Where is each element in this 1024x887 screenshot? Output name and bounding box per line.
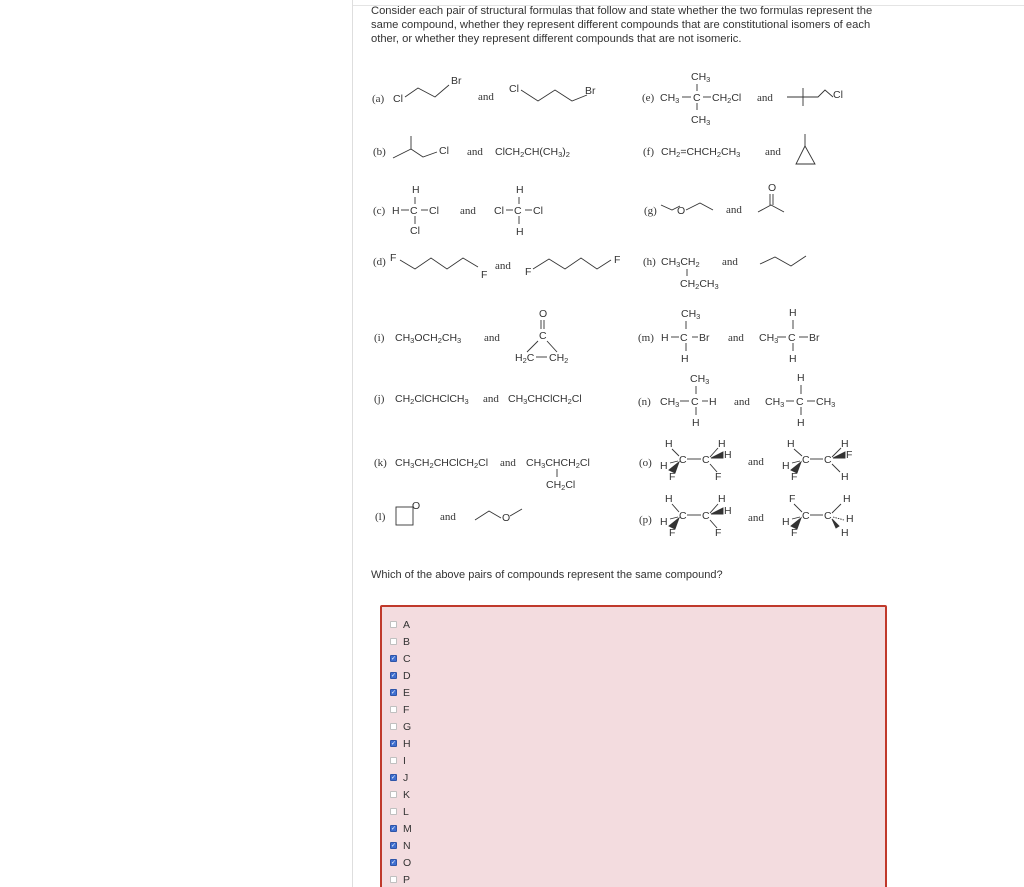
svg-text:and: and — [722, 256, 738, 268]
svg-text:H: H — [661, 332, 669, 344]
option-label: J — [403, 771, 409, 784]
option-f[interactable] — [390, 701, 409, 718]
svg-text:C: C — [691, 396, 699, 408]
svg-text:CH3: CH3 — [691, 71, 711, 84]
svg-text:Cl: Cl — [393, 93, 403, 105]
label-l: (l) — [375, 511, 386, 523]
option-label: N — [403, 839, 411, 852]
svg-text:CH2Cl: CH2Cl — [546, 479, 576, 492]
label-o: (o) — [639, 457, 652, 469]
pair-i — [374, 308, 568, 365]
svg-text:and: and — [440, 511, 456, 523]
svg-text:CH3: CH3 — [681, 308, 701, 321]
svg-text:O: O — [768, 182, 777, 194]
pair-b — [373, 136, 570, 159]
svg-text:C: C — [824, 510, 832, 522]
option-label: B — [403, 635, 411, 648]
option-checkbox[interactable] — [390, 723, 397, 730]
pair-h — [643, 256, 806, 291]
svg-text:and: and — [726, 204, 742, 216]
option-n[interactable] — [390, 837, 411, 854]
svg-text:H: H — [841, 471, 849, 483]
label-a: (a) — [372, 93, 385, 105]
svg-text:F: F — [846, 449, 853, 461]
option-j[interactable] — [390, 769, 408, 786]
option-checkbox[interactable] — [390, 791, 397, 798]
label-p: (p) — [639, 514, 652, 526]
option-checkbox[interactable] — [390, 825, 397, 832]
svg-text:H: H — [789, 307, 797, 319]
svg-text:Br: Br — [585, 85, 596, 97]
svg-text:F: F — [791, 527, 798, 539]
pair-g — [644, 182, 784, 217]
label-k: (k) — [374, 457, 387, 469]
svg-text:H: H — [660, 460, 668, 472]
svg-text:CH3CH2: CH3CH2 — [661, 256, 700, 269]
option-label: O — [403, 856, 412, 869]
option-o[interactable] — [390, 854, 411, 871]
svg-text:H: H — [841, 438, 849, 450]
svg-text:O: O — [539, 308, 548, 320]
svg-text:CH2=CHCH2CH3: CH2=CHCH2CH3 — [661, 146, 741, 159]
answer-options — [380, 605, 887, 887]
option-label: D — [403, 669, 411, 682]
pair-o — [639, 438, 852, 483]
svg-text:Cl: Cl — [494, 205, 504, 217]
svg-text:F: F — [614, 254, 621, 266]
svg-text:CH3: CH3 — [816, 396, 836, 409]
svg-text:and: and — [467, 146, 483, 158]
svg-text:and: and — [734, 396, 750, 408]
svg-text:CH3CH2CHClCH2Cl: CH3CH2CHClCH2Cl — [395, 457, 489, 470]
option-checkbox[interactable] — [390, 740, 397, 747]
label-h: (h) — [643, 256, 656, 268]
svg-text:C: C — [693, 92, 701, 104]
svg-text:CH3: CH3 — [660, 92, 680, 105]
svg-text:CH2: CH2 — [549, 352, 569, 365]
option-label: A — [403, 618, 411, 631]
svg-text:F: F — [715, 527, 722, 539]
svg-text:H: H — [665, 438, 673, 450]
svg-text:CH2ClCHClCH3: CH2ClCHClCH3 — [395, 393, 469, 406]
svg-text:and: and — [757, 92, 773, 104]
pair-l — [375, 500, 522, 525]
svg-text:C: C — [824, 454, 832, 466]
option-label: E — [403, 686, 411, 699]
svg-text:H: H — [412, 184, 420, 196]
svg-text:and: and — [728, 332, 744, 344]
svg-text:Br: Br — [809, 332, 820, 344]
svg-text:H2C: H2C — [515, 352, 535, 365]
svg-text:C: C — [679, 510, 687, 522]
pair-a — [372, 75, 596, 105]
pair-d — [373, 252, 620, 281]
svg-text:H: H — [392, 205, 400, 217]
svg-text:CH3CHCH2Cl: CH3CHCH2Cl — [526, 457, 590, 470]
svg-text:F: F — [390, 252, 397, 264]
label-c: (c) — [373, 205, 386, 217]
label-d: (d) — [373, 256, 386, 268]
svg-text:H: H — [789, 353, 797, 365]
svg-text:CH3: CH3 — [759, 332, 779, 345]
svg-text:and: and — [765, 146, 781, 158]
option-label: L — [403, 805, 409, 818]
question-prompt: Which of the above pairs of compounds represent the same compound? — [371, 569, 723, 581]
svg-text:Cl: Cl — [429, 205, 439, 217]
svg-text:Cl: Cl — [410, 225, 420, 237]
option-checkbox[interactable] — [390, 689, 397, 696]
option-label: H — [403, 737, 411, 750]
svg-text:C: C — [680, 332, 688, 344]
svg-text:F: F — [715, 471, 722, 483]
question-text: Consider each pair of structural formulas that follow and state whether the two formulas represent the same compound, whether they represent different compounds that are constitutional isomers of each other, or whether they represent different compounds that are not isomeric. — [371, 5, 873, 45]
svg-text:CH2Cl: CH2Cl — [712, 92, 742, 105]
svg-text:O: O — [502, 512, 511, 524]
svg-text:and: and — [483, 393, 499, 405]
option-h[interactable] — [390, 735, 411, 752]
option-label: M — [403, 822, 412, 835]
svg-text:F: F — [525, 266, 532, 278]
svg-text:and: and — [478, 91, 494, 103]
svg-text:F: F — [669, 527, 676, 539]
svg-text:CH2CH3: CH2CH3 — [680, 278, 719, 291]
svg-text:H: H — [692, 417, 700, 429]
option-d[interactable] — [390, 667, 411, 684]
option-checkbox[interactable] — [390, 638, 397, 645]
option-checkbox[interactable] — [390, 672, 397, 679]
option-checkbox[interactable] — [390, 859, 397, 866]
label-b: (b) — [373, 146, 386, 158]
label-g: (g) — [644, 205, 657, 217]
svg-text:C: C — [410, 205, 418, 217]
svg-text:C: C — [702, 454, 710, 466]
svg-text:and: and — [748, 456, 764, 468]
pair-n — [638, 372, 835, 429]
option-p[interactable] — [390, 871, 410, 887]
svg-text:H: H — [724, 449, 732, 461]
option-i[interactable] — [390, 752, 406, 769]
option-l[interactable] — [390, 803, 409, 820]
svg-text:H: H — [841, 527, 849, 539]
svg-text:H: H — [846, 513, 854, 525]
svg-text:H: H — [782, 516, 790, 528]
svg-text:H: H — [718, 438, 726, 450]
svg-text:and: and — [495, 260, 511, 272]
pair-p — [639, 493, 854, 539]
svg-text:Cl: Cl — [509, 83, 519, 95]
svg-text:C: C — [702, 510, 710, 522]
svg-text:H: H — [724, 505, 732, 517]
option-label: F — [403, 703, 410, 716]
svg-text:Cl: Cl — [533, 205, 543, 217]
pair-j — [374, 393, 582, 406]
svg-text:H: H — [516, 226, 524, 238]
option-label: C — [403, 652, 411, 665]
svg-text:CH3: CH3 — [690, 373, 710, 386]
svg-text:H: H — [660, 516, 668, 528]
svg-text:F: F — [669, 471, 676, 483]
option-checkbox[interactable] — [390, 876, 397, 883]
option-label: G — [403, 720, 412, 733]
svg-text:ClCH2CH(CH3)2: ClCH2CH(CH3)2 — [495, 146, 570, 159]
svg-text:H: H — [797, 417, 805, 429]
svg-text:F: F — [791, 471, 798, 483]
svg-text:H: H — [718, 493, 726, 505]
option-k[interactable] — [390, 786, 410, 803]
svg-text:and: and — [748, 512, 764, 524]
svg-text:Cl: Cl — [833, 89, 843, 101]
option-checkbox[interactable] — [390, 774, 397, 781]
svg-text:H: H — [665, 493, 673, 505]
label-f: (f) — [643, 146, 654, 158]
option-checkbox[interactable] — [390, 842, 397, 849]
option-label: P — [403, 873, 411, 886]
svg-text:CH3CHClCH2Cl: CH3CHClCH2Cl — [508, 393, 582, 406]
label-n: (n) — [638, 396, 651, 408]
option-c[interactable] — [390, 650, 411, 667]
option-g[interactable] — [390, 718, 411, 735]
option-checkbox[interactable] — [390, 706, 397, 713]
svg-text:Br: Br — [451, 75, 462, 87]
option-checkbox[interactable] — [390, 655, 397, 662]
svg-text:O: O — [677, 205, 686, 217]
svg-text:C: C — [514, 205, 522, 217]
option-label: I — [403, 754, 406, 767]
svg-text:H: H — [787, 438, 795, 450]
pair-k — [374, 457, 590, 492]
left-divider — [352, 0, 353, 887]
option-b[interactable] — [390, 633, 410, 650]
label-e: (e) — [642, 92, 655, 104]
svg-text:CH3: CH3 — [660, 396, 680, 409]
svg-text:H: H — [516, 184, 524, 196]
label-j: (j) — [374, 393, 385, 405]
pair-e — [642, 71, 843, 127]
option-checkbox[interactable] — [390, 757, 397, 764]
option-a[interactable] — [390, 616, 410, 633]
svg-text:C: C — [796, 396, 804, 408]
option-e[interactable] — [390, 684, 410, 701]
svg-text:F: F — [481, 269, 488, 281]
svg-text:C: C — [802, 510, 810, 522]
svg-text:CH3OCH2CH3: CH3OCH2CH3 — [395, 332, 462, 345]
svg-text:and: and — [484, 332, 500, 344]
svg-text:and: and — [460, 205, 476, 217]
option-m[interactable] — [390, 820, 412, 837]
svg-text:O: O — [412, 500, 421, 512]
svg-text:Br: Br — [699, 332, 710, 344]
option-checkbox[interactable] — [390, 621, 397, 628]
svg-text:F: F — [789, 493, 796, 505]
svg-text:C: C — [539, 330, 547, 342]
svg-text:C: C — [788, 332, 796, 344]
structures-figure — [363, 60, 871, 578]
svg-text:C: C — [802, 454, 810, 466]
label-i: (i) — [374, 332, 385, 344]
svg-text:CH3: CH3 — [691, 114, 711, 127]
pair-m — [638, 307, 820, 365]
svg-text:and: and — [500, 457, 516, 469]
svg-text:H: H — [797, 372, 805, 384]
label-m: (m) — [638, 332, 654, 344]
svg-text:H: H — [782, 460, 790, 472]
svg-text:H: H — [843, 493, 851, 505]
option-label: K — [403, 788, 411, 801]
svg-text:H: H — [709, 396, 717, 408]
svg-text:H: H — [681, 353, 689, 365]
option-checkbox[interactable] — [390, 808, 397, 815]
pair-f — [643, 134, 815, 164]
svg-text:CH3: CH3 — [765, 396, 785, 409]
svg-text:C: C — [679, 454, 687, 466]
pair-c — [373, 184, 543, 238]
svg-text:Cl: Cl — [439, 145, 449, 157]
